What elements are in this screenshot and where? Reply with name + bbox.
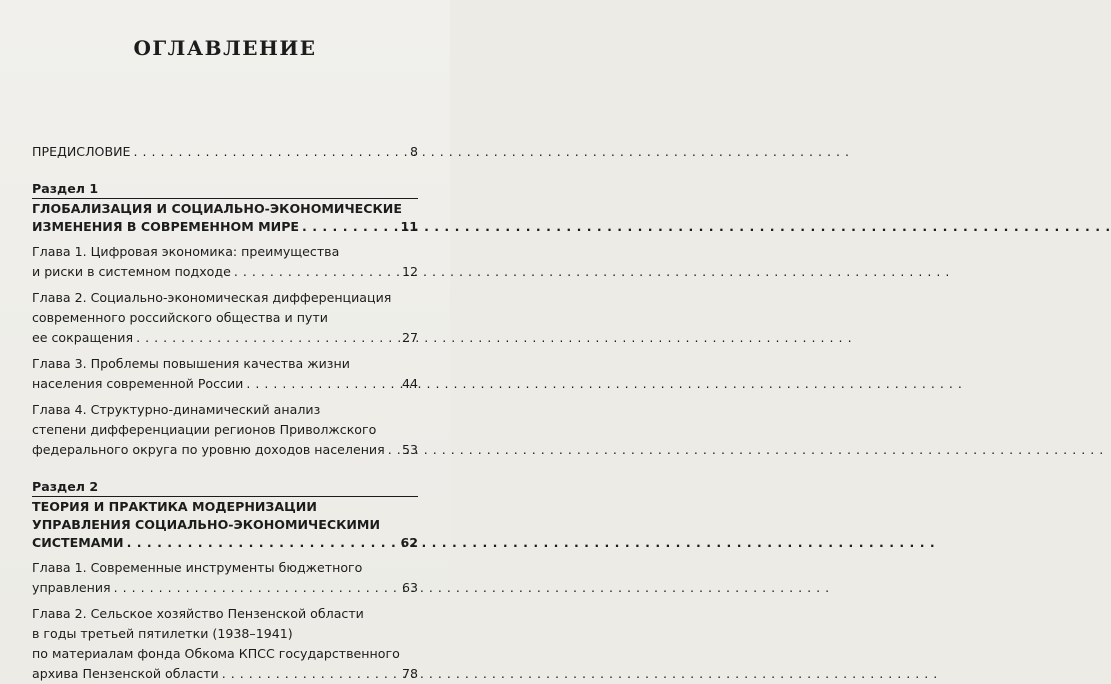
toc-page-number: 62 [400, 535, 418, 550]
section-title-line: УПРАВЛЕНИЯ СОЦИАЛЬНО-ЭКОНОМИЧЕСКИМИ [32, 517, 380, 532]
toc-page-number: 8 [409, 144, 418, 159]
toc-leader-dots [246, 374, 399, 394]
toc-chapter[interactable]: Глава 3. Проблемы повышения качества жизни населения современной России . . . 44 [32, 354, 418, 394]
toc-list [32, 142, 418, 684]
toc-page-number: 44 [401, 376, 418, 391]
toc-entry-preface[interactable] [32, 142, 418, 162]
toc-chapter[interactable]: Глава 1. Современные инструменты бюджетного управления . . . 63 [32, 558, 418, 598]
toc-page-number: 78 [401, 666, 418, 681]
toc-section-1 [32, 180, 418, 460]
toc-chapter[interactable]: Глава 2. Сельское хозяйство Пензенской области в годы третьей пятилетки (1938–1941) по материалам фонда Обкома КПСС государственного архива Пензенской области . . . 78 [32, 604, 418, 684]
section-title-line-last: ИЗМЕНЕНИЯ В СОВРЕМЕННОМ МИРЕ . . . 11 [32, 218, 418, 236]
section-title-line: ГЛОБАЛИЗАЦИЯ И СОЦИАЛЬНО-ЭКОНОМИЧЕСКИЕ [32, 201, 402, 216]
toc-leader-dots [136, 328, 399, 348]
toc-page-number: 27 [401, 330, 418, 345]
toc-page-number: 11 [400, 219, 418, 234]
toc-section-2 [32, 478, 418, 684]
toc-page-number: 12 [401, 264, 418, 279]
toc-chapter[interactable]: Глава 1. Цифровая экономика: преимущества и риски в системном подходе . . . 12 [32, 242, 418, 282]
section-title-line: ТЕОРИЯ И ПРАКТИКА МОДЕРНИЗАЦИИ [32, 499, 317, 514]
toc-leader-dots [222, 664, 399, 684]
toc-entry-label: ПРЕДИСЛОВИЕ [32, 144, 131, 159]
toc-leader-dots [133, 142, 407, 162]
toc-leader-dots [114, 578, 399, 598]
toc-chapter[interactable]: Глава 4. Структурно-динамический анализ степени дифференциации регионов Приволжского федерального округа по уровню доходов населения . . . 53 [32, 400, 418, 460]
toc-leader-dots [302, 218, 397, 236]
section-title-line-last: СИСТЕМАМИ . . . 62 [32, 534, 418, 552]
section-title[interactable] [32, 198, 418, 236]
book-page [0, 0, 450, 681]
toc-chapter[interactable]: Глава 2. Социально-экономическая дифференциация современного российского общества и пути ее сокращения . . . 27 [32, 288, 418, 348]
section-label: Раздел 1 [32, 181, 99, 196]
page-title: ОГЛАВЛЕНИЕ [133, 36, 317, 60]
toc-leader-dots [234, 262, 399, 282]
toc-page-number: 53 [401, 442, 418, 457]
toc-page-number: 63 [401, 580, 418, 595]
section-title[interactable] [32, 496, 418, 552]
section-label: Раздел 2 [32, 479, 99, 494]
toc-leader-dots [388, 440, 399, 460]
toc-leader-dots [127, 534, 398, 552]
